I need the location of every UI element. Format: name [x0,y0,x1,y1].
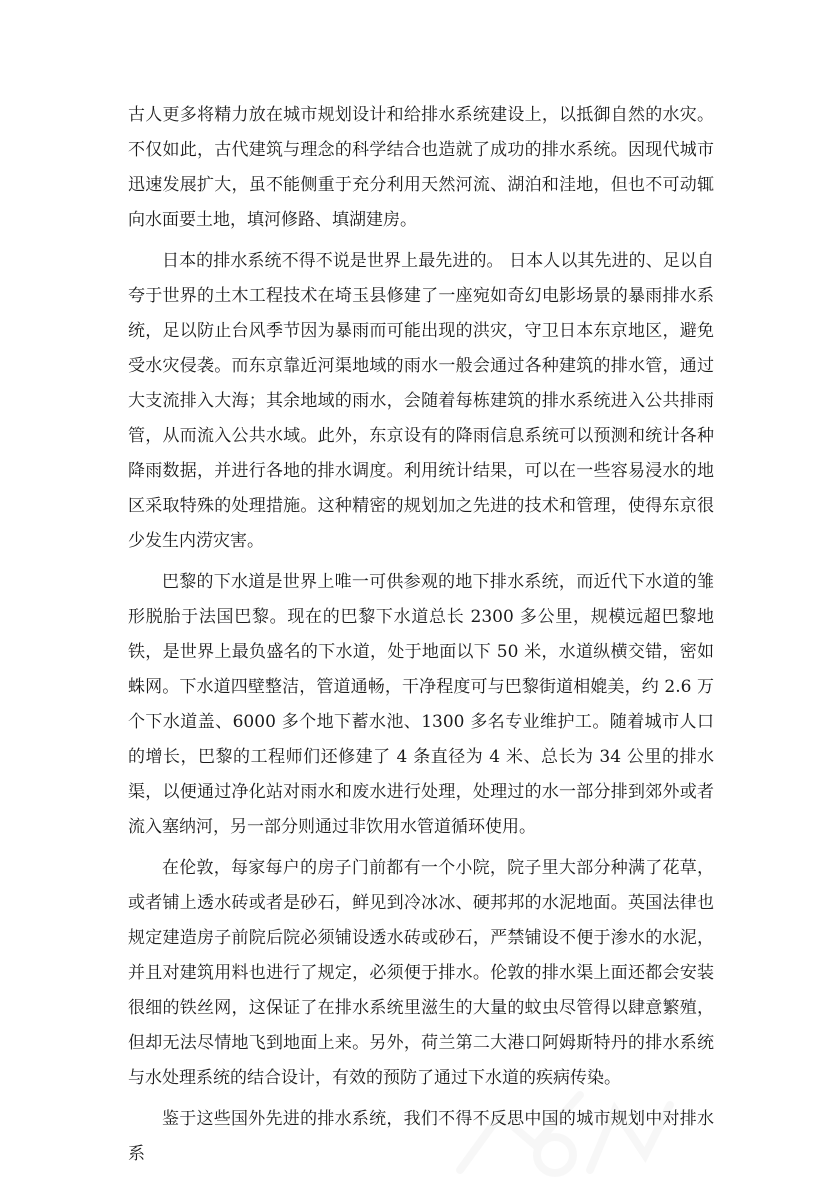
paragraph-london-drainage: 在伦敦，每家每户的房子门前都有一个小院，院子里大部分种满了花草，或者铺上透水砖或者是砂石，鲜见到冷冰冰、硬邦邦的水泥地面。英国法律也规定建造房子前院后院必须铺设透水砖或砂石，严禁铺设不便于渗水的水泥，并且对建筑用料也进行了规定，必须便于排水。伦敦的排水渠上面还都会安装很细的铁丝网，这保证了在排水系统里滋生的大量的蚊虫尽管得以肆意繁殖，但却无法尽情地飞到地面上来。另外，荷兰第二大港口阿姆斯特丹的排水系统与水处理系统的结合设计，有效的预防了通过下水道的疾病传染。 [128,858,714,1088]
paragraph-1-continuation: 古人更多将精力放在城市规划设计和给排水系统建设上，以抵御自然的水灾。不仅如此，古代建筑与理念的科学结合也造就了成功的排水系统。因现代城市迅速发展扩大，虽不能侧重于充分利用天然河流、湖泊和洼地，但也不可动辄向水面要土地，填河修路、填湖建房。 [128,105,714,230]
paragraph-japan-drainage: 日本的排水系统不得不说是世界上最先进的。 日本人以其先进的、足以自夸于世界的土木工程技术在埼玉县修建了一座宛如奇幻电影场景的暴雨排水系统，足以防止台风季节因为暴雨而可能出现的洪灾，守卫日本东京地区，避免受水灾侵袭。而东京靠近河渠地域的雨水一般会通过各种建筑的排水管，通过大支流排入大海；其余地域的雨水，会随着每栋建筑的排水系统进入公共排雨管，从而流入公共水域。此外，东京设有的降雨信息系统可以预测和统计各种降雨数据，并进行各地的排水调度。利用统计结果，可以在一些容易浸水的地区采取特殊的处理措施。这种精密的规划加之先进的技术和管理，使得东京很少发生内涝灾害。 [128,251,714,551]
paragraph-paris-sewers: 巴黎的下水道是世界上唯一可供参观的地下排水系统，而近代下水道的雏形脱胎于法国巴黎。现在的巴黎下水道总长 2300 多公里，规模远超巴黎地铁，是世界上最负盛名的下水道，处于地面以下 50 米，水道纵横交错，密如蛛网。下水道四壁整洁，管道通畅，干净程度可与巴黎街道相媲美，约 2.6 万个下水道盖、6000 多个地下蓄水池、1300 多名专业维护工。随着城市人口的增长，巴黎的工程师们还修建了 4 条直径为 4 米、总长为 34 公里的排水渠，以便通过净化站对雨水和废水进行处理，处理过的水一部分排到郊外或者流入塞纳河，另一部分则通过非饮用水管道循环使用。 [128,572,714,837]
document-body [128,98,714,1178]
paragraph-reflection-china: 鉴于这些国外先进的排水系统，我们不得不反思中国的城市规划中对排水系 [128,1109,714,1164]
